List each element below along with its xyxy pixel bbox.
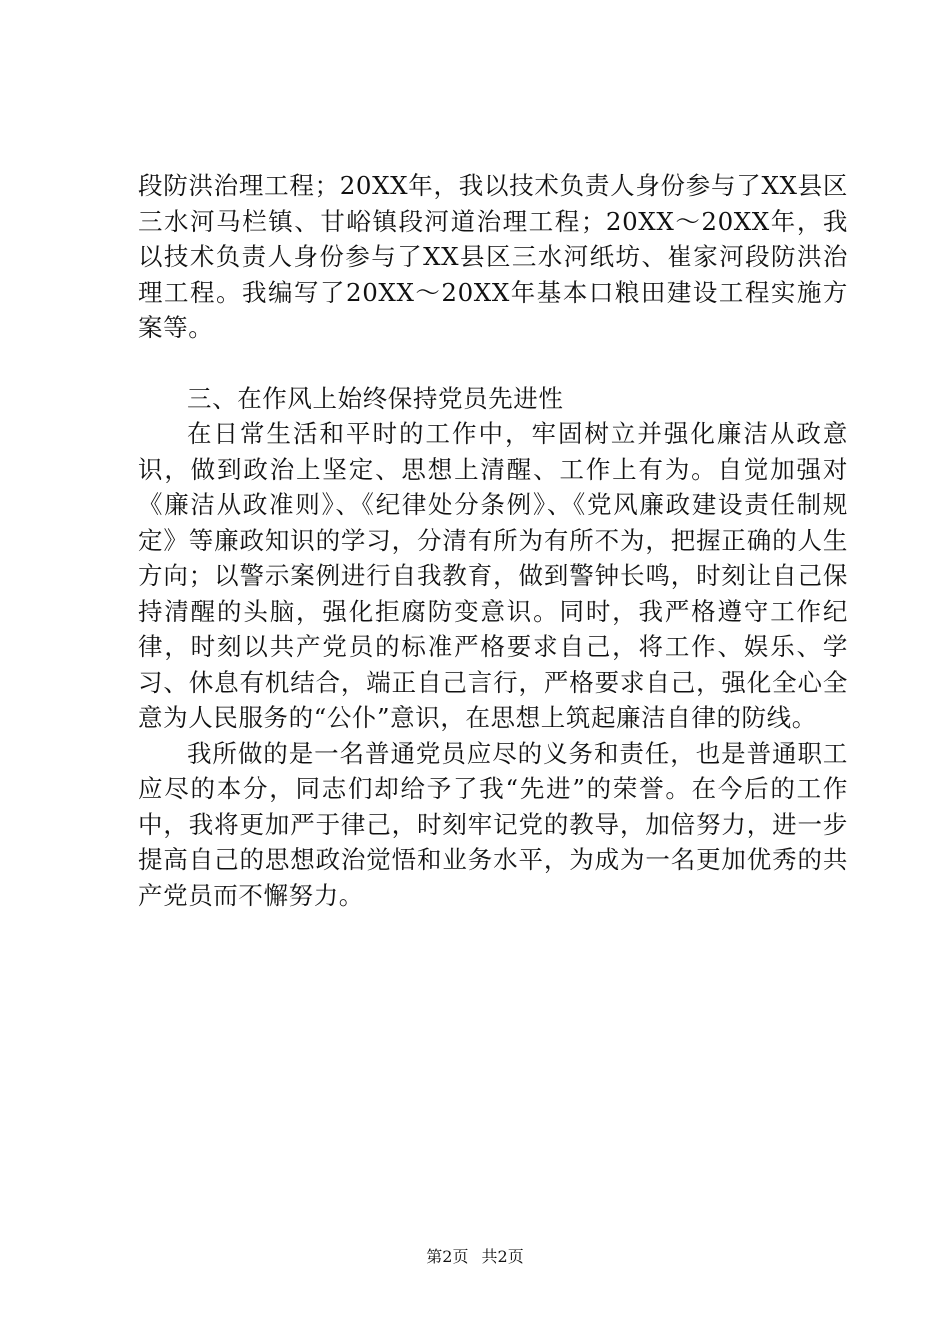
paragraph-style: 在日常生活和平时的工作中，牢固树立并强化廉洁从政意识，做到政治上坚定、思想上清醒、工作上有为。自觉加强对《廉洁从政准则》、《纪律处分条例》、《党风廉政建设责任制规定》等廉政知识的学习，分清有所为有所不为，把握正确的人生方向；以警示案例进行自我教育，做到警钟长鸣，时刻让自己保持清醒的头脑，强化拒腐防变意识。同时，我严格遵守工作纪律，时刻以共产党员的标准严格要求自己，将工作、娱乐、学习、休息有机结合，端正自己言行，严格要求自己，强化全心全意为人民服务的“公仆”意识，在思想上筑起廉洁自律的防线。 — [138, 419, 848, 732]
page-number: 第2页 — [426, 1247, 469, 1266]
document-body — [138, 168, 848, 913]
paragraph-gap — [138, 346, 848, 381]
paragraph-conclusion: 我所做的是一名普通党员应尽的义务和责任，也是普通职工应尽的本分，同志们却给予了我“先进”的荣誉。在今后的工作中，我将更加严于律己，时刻牢记党的教导，加倍努力，进一步提高自己的思想政治觉悟和业务水平，为成为一名更加优秀的共产党员而不懈努力。 — [138, 738, 848, 910]
page-footer — [0, 1247, 950, 1267]
paragraph-continuation: 段防洪治理工程；20XX年，我以技术负责人身份参与了XX县区三水河马栏镇、甘峪镇段河道治理工程；20XX～20XX年，我以技术负责人身份参与了XX县区三水河纸坊、崔家河段防洪治理工程。我编写了20XX～20XX年基本口粮田建设工程实施方案等。 — [138, 171, 848, 342]
section-heading: 三、在作风上始终保持党员先进性 — [187, 383, 564, 413]
page-total: 共2页 — [481, 1247, 524, 1266]
